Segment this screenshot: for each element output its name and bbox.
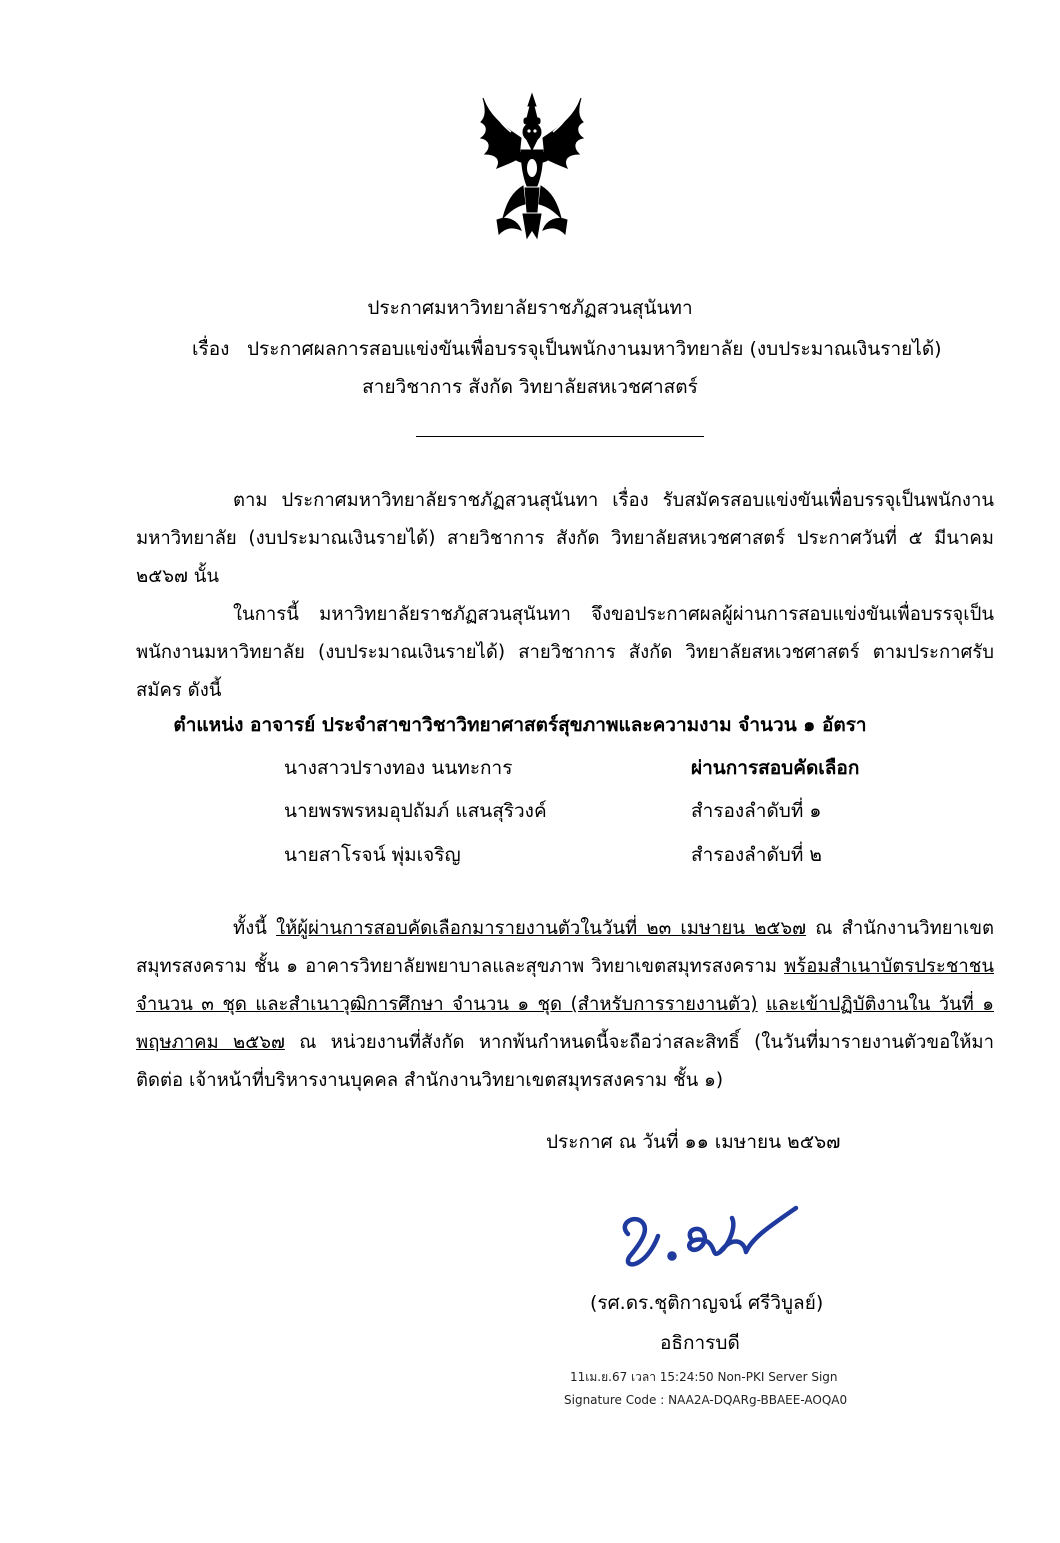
subject-text: ประกาศผลการสอบแข่งขันเพื่อบรรจุเป็นพนักงานมหาวิทยาลัย (งบประมาณเงินรายได้) bbox=[247, 338, 942, 360]
paragraph-2 bbox=[136, 596, 994, 710]
signer-name: (รศ.ดร.ชุติกาญจน์ ศรีวิบูลย์) bbox=[590, 1292, 824, 1314]
paragraph-3-lead: ทั้งนี้ bbox=[233, 918, 267, 939]
candidate-result: สำรองลำดับที่ ๑ bbox=[691, 800, 822, 822]
announcement-dateline: ประกาศ ณ วันที่ ๑๑ เมษายน ๒๕๖๗ bbox=[546, 1131, 841, 1153]
subject-line bbox=[192, 334, 942, 364]
paragraph-3-tail: ณ หน่วยงานที่สังกัด หากพ้นกำหนดนี้จะถือว่าสละสิทธิ์ (ในวันที่มารายงานตัวขอให้มาติดต่อ เจ้าหน้าที่บริหารงานบุคคล สำนักงานวิทยาเขตสมุทรสงคราม ชั้น ๑) bbox=[136, 1032, 994, 1091]
paragraph-2-text: ในการนี้ มหาวิทยาลัยราชภัฏสวนสุนันทา จึงขอประกาศผลผู้ผ่านการสอบแข่งขันเพื่อบรรจุเป็น พนักงานมหาวิทยาลัย (งบประมาณเงินรายได้) สายวิชาการ สังกัด วิทยาลัยสหเวชศาสตร์ ตามประกาศรับ สมัคร ดังนี้ bbox=[136, 604, 994, 701]
issuer-title: ประกาศมหาวิทยาลัยราชภัฏสวนสุนันทา bbox=[367, 297, 693, 319]
handwritten-signature bbox=[612, 1196, 802, 1276]
candidate-result: สำรองลำดับที่ ๒ bbox=[691, 844, 822, 866]
garuda-emblem-icon bbox=[477, 92, 587, 242]
paragraph-1-text: ตาม ประกาศมหาวิทยาลัยราชภัฏสวนสุนันทา เรื่อง รับสมัครสอบแข่งขันเพื่อบรรจุเป็นพนักงาน มหาวิทยาลัย (งบประมาณเงินรายได้) สายวิชาการ สังกัด วิทยาลัยสหเวชศาสตร์ ประกาศวันที่ ๕ มีนาคม ๒๕๖๗ นั้น bbox=[136, 490, 994, 587]
start-work-date-text: และเข้าปฏิบัติงานใน วันที่ ๑ พฤษภาคม ๒๕๖๗ bbox=[136, 994, 994, 1053]
position-heading: ตำแหน่ง อาจารย์ ประจำสาขาวิชาวิทยาศาสตร์สุขภาพและความงาม จำนวน ๑ อัตรา bbox=[173, 714, 867, 736]
candidate-name: นางสาวปรางทอง นนทะการ bbox=[284, 757, 513, 779]
subject-line-2: สายวิชาการ สังกัด วิทยาลัยสหเวชศาสตร์ bbox=[362, 376, 698, 398]
documents-required-text: พร้อมสำเนาบัตรประชาชน จำนวน ๓ ชุด และสำเนาวุฒิการศึกษา จำนวน ๑ ชุด (สำหรับการรายงานตัว) bbox=[136, 956, 994, 1015]
digital-sign-stamp: 11เม.ย.67 เวลา 15:24:50 Non-PKI Server Sign bbox=[570, 1370, 838, 1384]
candidate-result: ผ่านการสอบคัดเลือก bbox=[691, 757, 860, 779]
paragraph-3 bbox=[136, 910, 994, 1100]
candidate-name: นายพรพรหมอุปถัมภ์ แสนสุริวงค์ bbox=[284, 800, 547, 822]
paragraph-1 bbox=[136, 482, 994, 596]
signer-title: อธิการบดี bbox=[660, 1332, 740, 1354]
signature-code: Signature Code : NAA2A-DQARg-BBAEE-AOQA0 bbox=[564, 1393, 848, 1407]
report-date-text: ให้ผู้ผ่านการสอบคัดเลือกมารายงานตัวในวันที่ ๒๓ เมษายน ๒๕๖๗ bbox=[276, 918, 807, 939]
report-location-text: ณ สำนักงานวิทยาเขต สมุทรสงคราม ชั้น ๑ อาคารวิทยาลัยพยาบาลและสุขภาพ วิทยาเขตสมุทรสงคราม bbox=[136, 918, 994, 977]
subject-label: เรื่อง bbox=[192, 338, 230, 360]
candidate-name: นายสาโรจน์ พุ่มเจริญ bbox=[284, 844, 461, 866]
header-divider bbox=[416, 436, 704, 437]
